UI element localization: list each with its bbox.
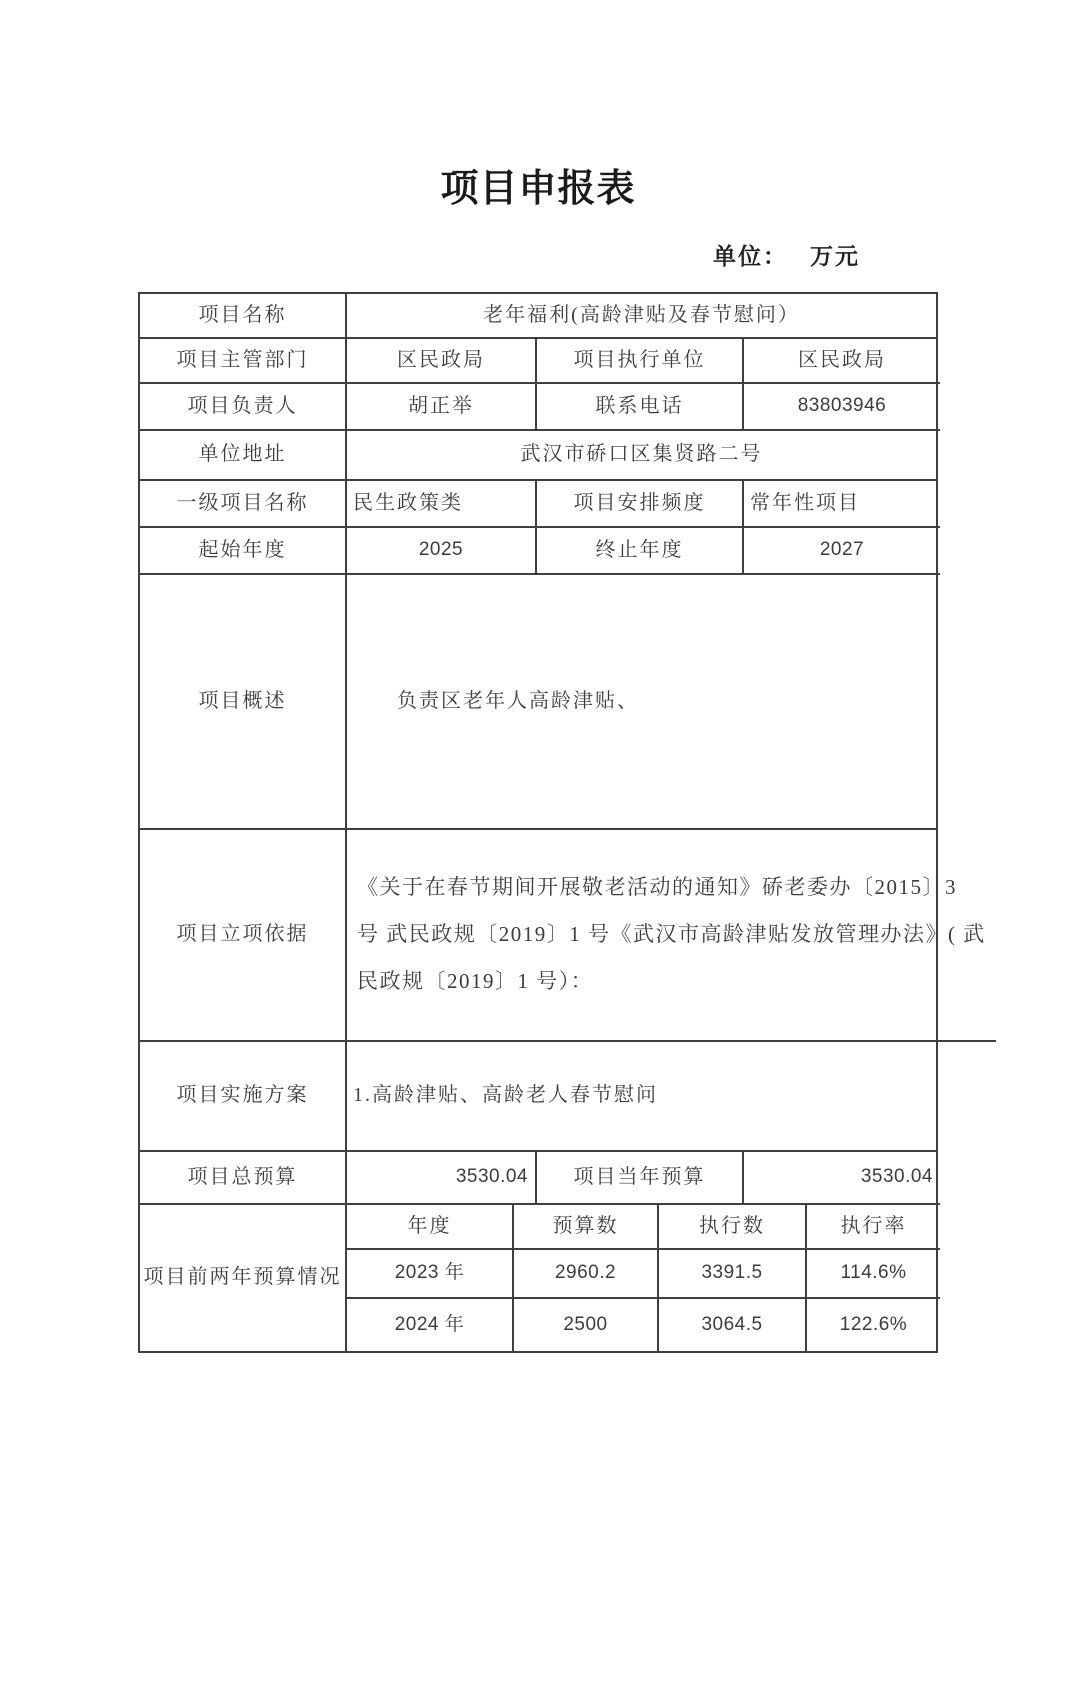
leader-label: 项目负责人: [140, 384, 347, 431]
project-name-value: 老年福利(高龄津贴及春节慰问）: [347, 294, 936, 339]
end-year-label: 终止年度: [537, 528, 744, 575]
level1-label: 一级项目名称: [140, 481, 347, 528]
current-budget-value: 3530.04: [744, 1152, 940, 1205]
basis-line: 号 武民政规〔2019〕1 号《武汉市高龄津贴发放管理办法》( 武: [357, 922, 986, 947]
end-year-value: 2027: [744, 528, 940, 575]
history-col-executed: 执行数: [659, 1205, 807, 1250]
project-name-label: 项目名称: [140, 294, 347, 339]
basis-label: 项目立项依据: [140, 830, 347, 1042]
unit-value: 万元: [810, 243, 860, 269]
overview-label: 项目概述: [140, 575, 347, 830]
table-row: [140, 294, 936, 339]
table-row: [140, 384, 936, 431]
dept-label: 项目主管部门: [140, 339, 347, 384]
plan-label: 项目实施方案: [140, 1042, 347, 1152]
current-budget-label: 项目当年预算: [537, 1152, 744, 1205]
exec-unit-value: 区民政局: [744, 339, 940, 384]
history-executed-2023: 3391.5: [659, 1250, 807, 1299]
page-title: 项目申报表: [440, 168, 636, 210]
table-row: [140, 481, 936, 528]
overview-value: [347, 575, 936, 830]
address-value: 武汉市硚口区集贤路二号: [347, 431, 936, 481]
plan-value: 1.高龄津贴、高龄老人春节慰问: [347, 1042, 936, 1152]
phone-value: 83803946: [744, 384, 940, 431]
table-row: [140, 339, 936, 384]
history-data-row: [347, 1299, 940, 1351]
history-year-2023: 2023 年: [347, 1250, 514, 1299]
table-row: [140, 431, 936, 481]
history-data-row: [347, 1250, 940, 1299]
application-form-table: [138, 292, 986, 1353]
phone-label: 联系电话: [537, 384, 744, 431]
address-label: 单位地址: [140, 431, 347, 481]
frequency-label: 项目安排频度: [537, 481, 744, 528]
overview-text: 负责区老年人高龄津贴、: [397, 689, 639, 712]
leader-value: 胡正举: [347, 384, 537, 431]
basis-content: [347, 830, 996, 1042]
history-budget-2023: 2960.2: [514, 1250, 659, 1299]
dept-value: 区民政局: [347, 339, 537, 384]
basis-line: 《关于在春节期间开展敬老活动的通知》硚老委办〔2015〕3: [357, 875, 957, 900]
total-budget-value: 3530.04: [347, 1152, 537, 1205]
table-row: [140, 830, 986, 1042]
total-budget-label: 项目总预算: [140, 1152, 347, 1205]
level1-value: 民生政策类: [347, 481, 537, 528]
table-row: [140, 1042, 936, 1152]
table-row: [140, 1205, 936, 1351]
unit-line: [138, 238, 938, 271]
table-row: [140, 1152, 936, 1205]
history-col-year: 年度: [347, 1205, 514, 1250]
document-page: [138, 168, 986, 1353]
history-budget-2024: 2500: [514, 1299, 659, 1351]
history-rate-2024: 122.6%: [839, 1313, 908, 1335]
history-col-budget: 预算数: [514, 1205, 659, 1250]
history-label: 项目前两年预算情况: [140, 1205, 347, 1351]
table-row: [140, 575, 936, 830]
start-year-value: 2025: [347, 528, 537, 575]
exec-unit-label: 项目执行单位: [537, 339, 744, 384]
frequency-value: 常年性项目: [744, 481, 940, 528]
history-year-2024: 2024 年: [347, 1299, 514, 1351]
basis-line: 民政规〔2019〕1 号）：: [357, 969, 594, 994]
history-rate-2023: 114.6%: [807, 1250, 940, 1299]
history-header-row: [347, 1205, 940, 1250]
table-row: [140, 528, 936, 575]
history-col-rate: 执行率: [807, 1205, 940, 1250]
history-subtable: [347, 1205, 940, 1351]
unit-label: 单位：: [713, 243, 788, 269]
history-executed-2024: 3064.5: [659, 1299, 807, 1351]
start-year-label: 起始年度: [140, 528, 347, 575]
